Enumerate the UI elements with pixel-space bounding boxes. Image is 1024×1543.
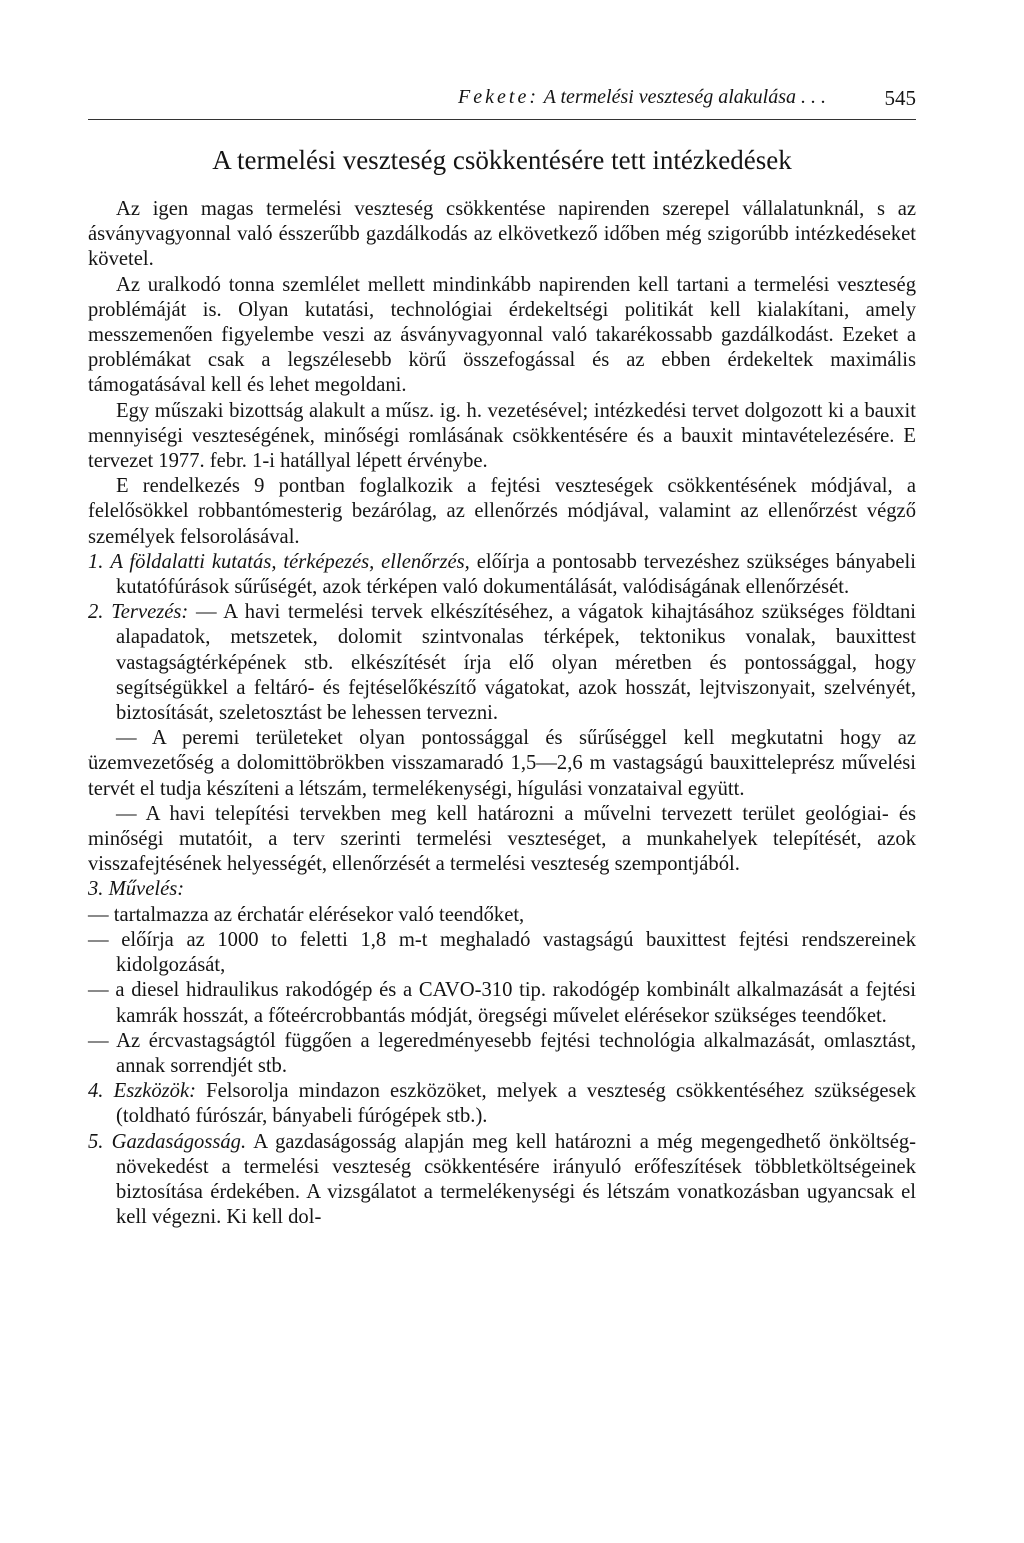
item-number: 2.: [88, 601, 104, 624]
sub-paragraph: — A peremi területeket olyan pontossággal és sűrűséggel kell megkutatni hogy az üzemvezetőség a dolomittöbrökben visszamaradó 1,5—2,6 m vastagságú bauxitteleprész művelési tervét el tudja készíteni a létszám, termelékenységi, hígulási vonzataival együtt.: [88, 727, 916, 800]
page-number: 545: [884, 86, 916, 110]
header-rule: [88, 119, 916, 120]
sub-paragraph: — A havi telepítési tervekben meg kell határozni a művelni tervezett terület geológiai- és minőségi mutatóit, a terv szerinti termelési veszteséget, a munkahelyek telepítését, azok visszafejtésének helyességét, ellenőrzését a termelési veszteség szempontjából.: [88, 802, 916, 876]
list-item-4: [88, 1079, 916, 1129]
item-title: A földalatti kutatás, térképezés, ellenőrzés,: [110, 550, 470, 573]
item-text: Felsorolja mindazon eszközöket, melyek a veszteség csökkentéséhez szükségesek (toldható fúrószár, bányabeli fúrógépek stb.).: [116, 1080, 917, 1128]
item-text: — A havi termelési tervek elkészítéséhez, a vágatok kihajtásához szükséges földtani alapadatok, metszetek, dolomit szintvonalas térképek, tektonikus vonalak, bauxittest vastagságtérképének stb. elkészítését írja elő olyan méretben és pontossággal, hogy segítségükkel a feltáró- és fejtéselőkészítő vágatokat, azok hosszát, lejtviszonyait, szelvényét, biztosítását, szeletosztást be lehessen tervezni.: [116, 601, 916, 725]
paragraph: Egy műszaki bizottság alakult a műsz. ig. h. vezetésével; intézkedési tervet dolgozott ki a bauxit mennyiségi veszteségének, minőségi romlásának csökkentésére és a bauxit mintavételezésére. E tervezet 1977. febr. 1-i hatállyal lépett érvénybe.: [88, 399, 916, 473]
dash-item: — tartalmazza az érchatár elérésekor való teendőket,: [88, 903, 525, 926]
dash-item: — Az ércvastagságtól függően a legeredményesebb fejtési technológia alkalmazását, omlasztást, annak sorrendjét stb.: [88, 1029, 916, 1077]
paragraph: E rendelkezés 9 pontban foglalkozik a fejtési veszteségek csökkentésének módjával, a felelősökkel robbantómesterig bezárólag, az ellenőrzés módjával, valamint az ellenőrzést végző személyek felsorolásával.: [88, 475, 916, 548]
list-item-3: [88, 877, 916, 902]
body-text: [88, 197, 916, 1230]
header-title: A termelési veszteség alakulása . . .: [543, 86, 826, 108]
header-author: Fekete:: [458, 86, 539, 108]
item-title: Eszközök:: [113, 1080, 196, 1103]
dash-item: — a diesel hidraulikus rakodógép és a CAVO-310 tip. rakodógép kombinált alkalmazását a fejtési kamrák hosszát, a főteércrobbantás módját, öregségi művelet elérésekor szükséges teendőket.: [88, 979, 916, 1027]
item-number: 4.: [88, 1080, 104, 1103]
item-number: 3.: [88, 878, 104, 901]
list-item-1: [88, 550, 916, 600]
list-item-2: [88, 600, 916, 726]
item-title: Gazdaságosság.: [111, 1130, 247, 1153]
item-title: Tervezés:: [111, 601, 189, 624]
paragraph: Az uralkodó tonna szemlélet mellett mindinkább napirenden kell tartani a termelési veszteség problémáját is. Olyan kutatási, technológiai érdekeltségi politikát kell kialakítani, amely messzemenően figyelembe veszi az ásványvagyonnal való takarékossabb gazdálkodást. Ezeket a problémákat csak a legszélesebb körű összefogással és az ebben érdekeltek maximális támogatásával kell és lehet megoldani.: [88, 273, 916, 397]
item-text: A gazdaságosság alapján meg kell határozni a még megengedhető önköltség-növekedést a termelési veszteség csökkentésére irányuló erőfeszítések többletköltségeinek biztosítása érdekében. A vizsgálatot a termelékenységi és létszám vonatkozásban ugyancsak el kell végezni. Ki kell dol-: [116, 1130, 916, 1229]
list-item-5: [88, 1130, 916, 1231]
dash-item: — előírja az 1000 to feletti 1,8 m-t meghaladó vastagságú bauxittest fejtési rendszereinek kidolgozását,: [88, 928, 916, 977]
item-number: 1.: [88, 550, 104, 573]
item-number: 5.: [88, 1130, 104, 1153]
item-text: előírja a pontosabb tervezéshez szükséges bányabeli kutatófúrások sűrűségét, azok térképen való dokumentálását, valódiságának ellenőrzését.: [116, 550, 916, 599]
item-title: Művelés:: [108, 878, 185, 901]
running-title: [88, 86, 826, 109]
running-header: [88, 86, 916, 126]
paragraph: Az igen magas termelési veszteség csökkentése napirenden szerepel vállalatunknál, s az ásványvagyonnal való ésszerűbb gazdálkodás az elkövetkező időben még szigorúbb intézkedéseket követel.: [88, 198, 916, 271]
section-heading: A termelési veszteség csökkentésére tett intézkedések: [212, 145, 792, 175]
